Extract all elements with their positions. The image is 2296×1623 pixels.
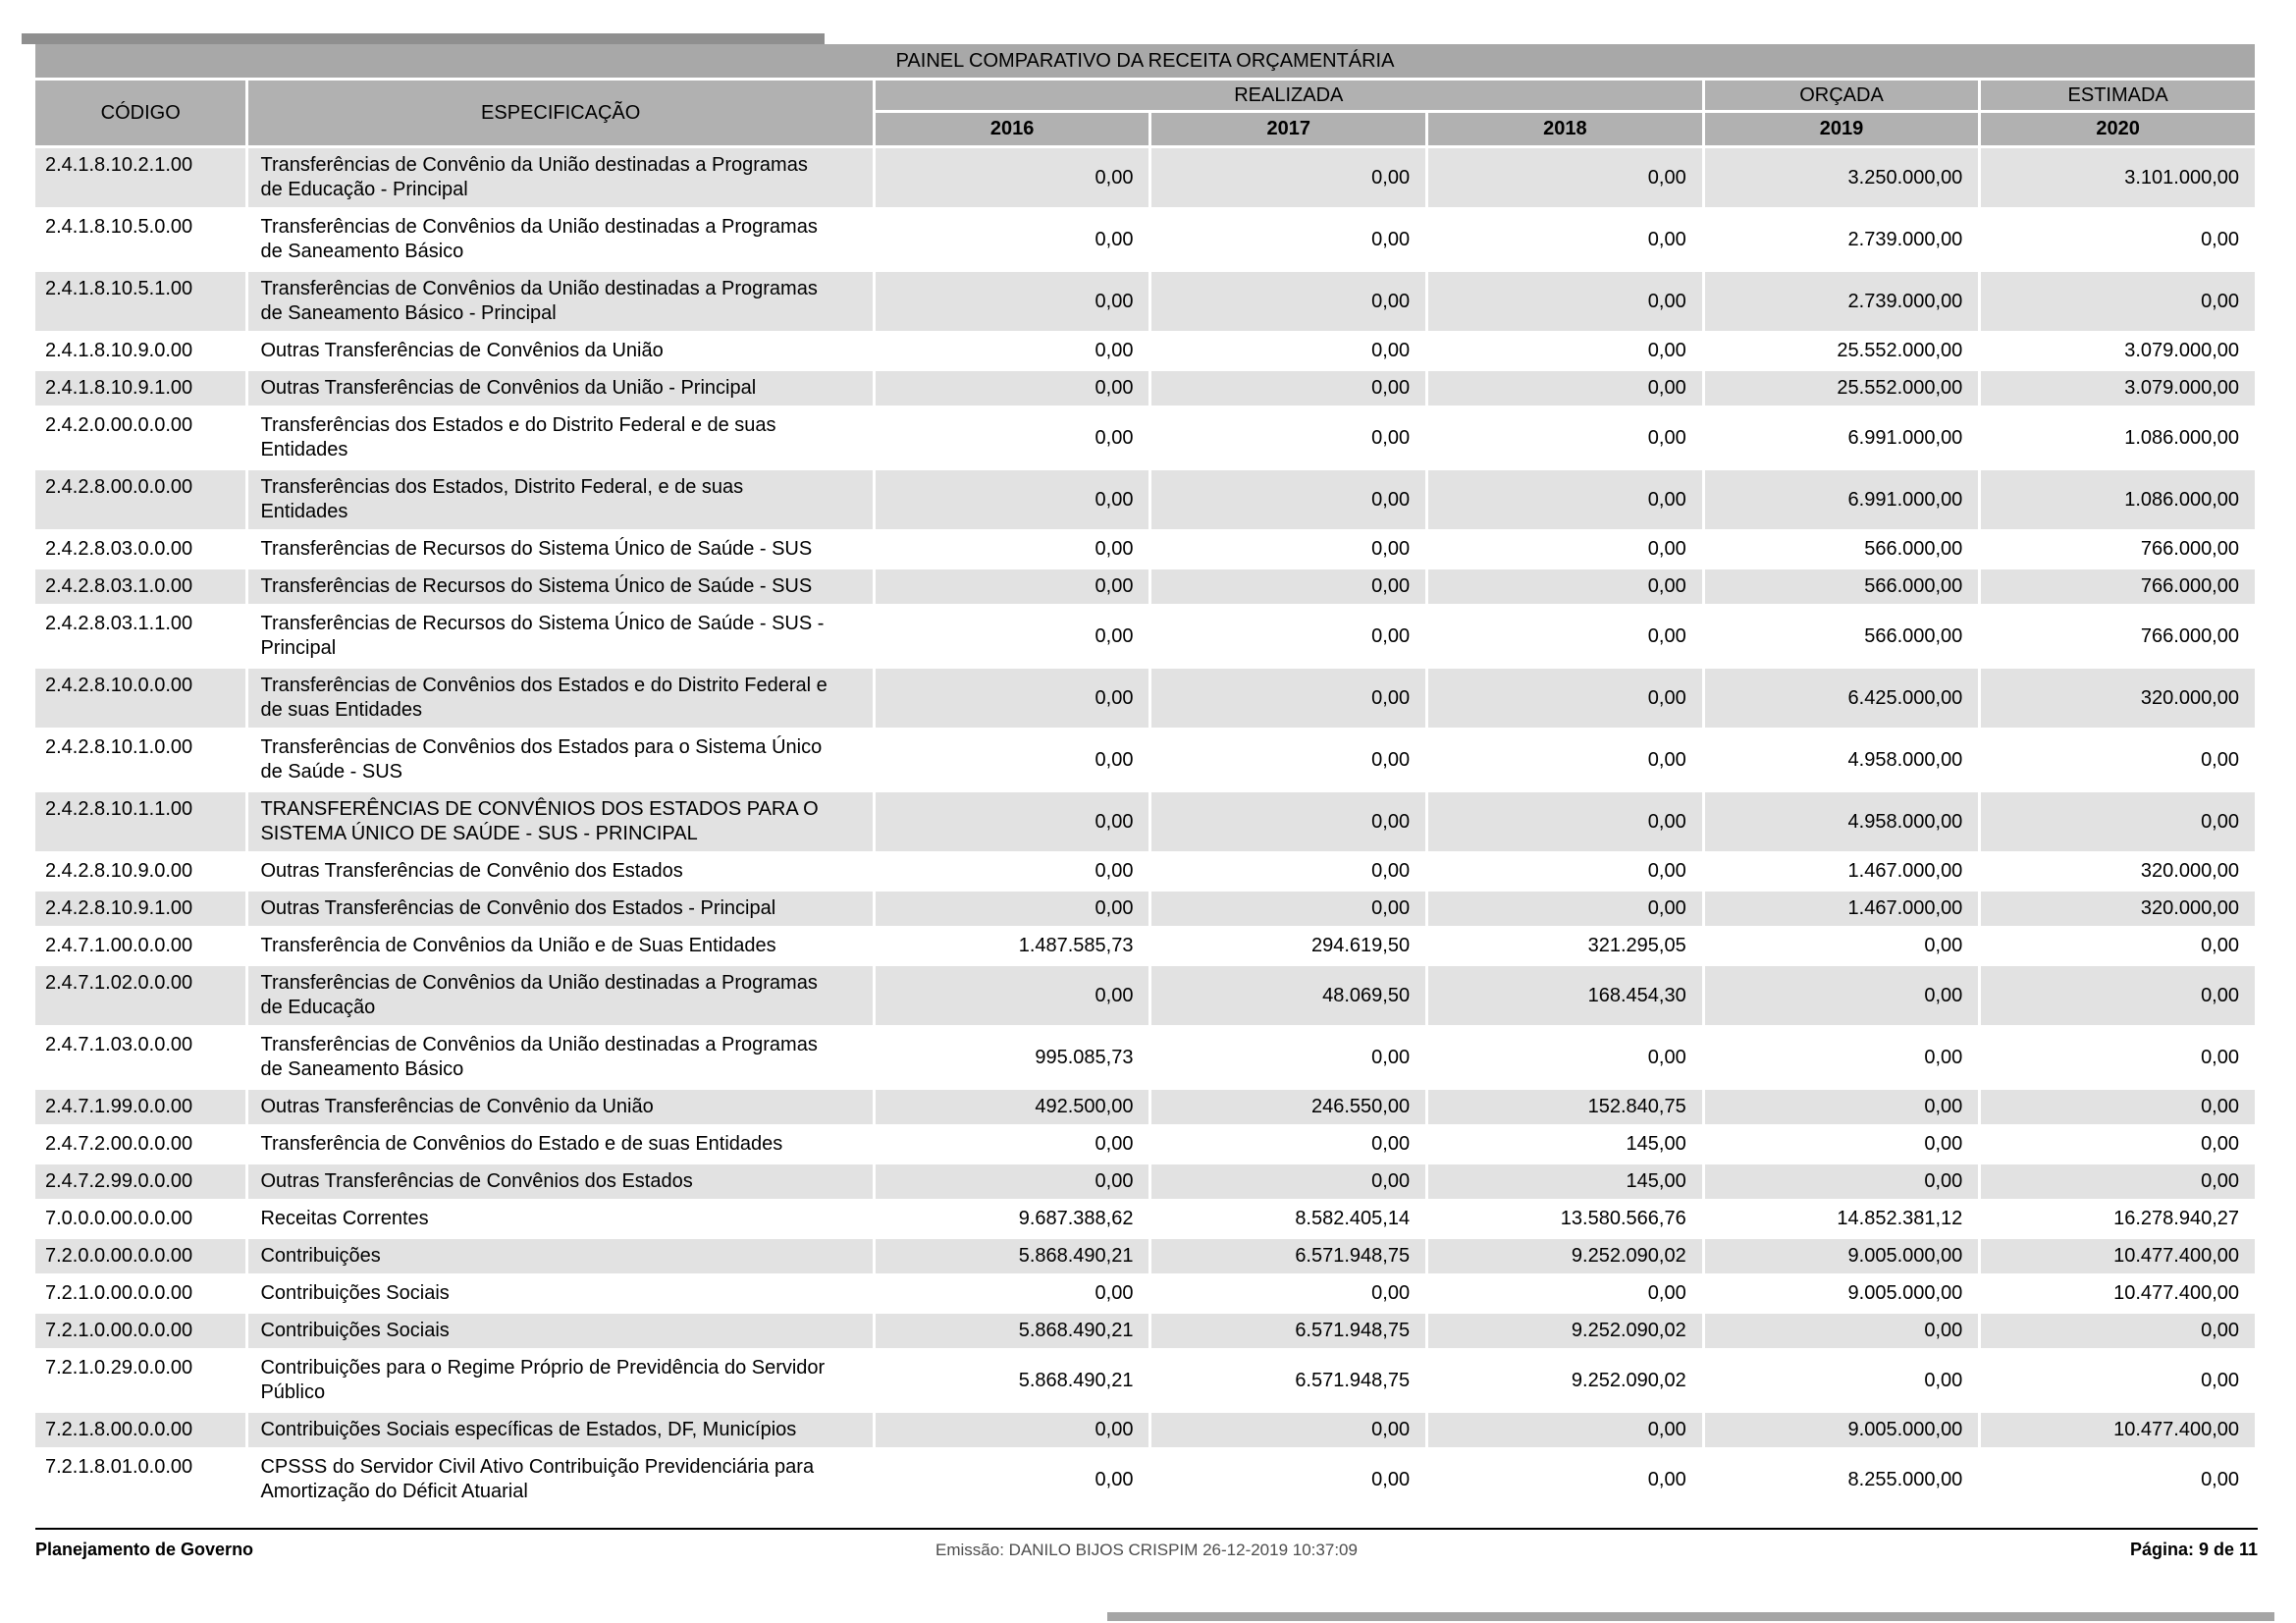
code-cell: 2.4.1.8.10.5.0.00	[35, 210, 245, 269]
code-cell: 2.4.7.2.99.0.0.00	[35, 1164, 245, 1199]
code-cell: 2.4.7.1.03.0.0.00	[35, 1028, 245, 1087]
table-row	[35, 1351, 2255, 1410]
value-cell-2016: 0,00	[876, 607, 1149, 666]
code-cell: 7.2.0.0.00.0.0.00	[35, 1239, 245, 1273]
table-row	[35, 607, 2255, 666]
value-cell-2020: 1.086.000,00	[1981, 408, 2255, 467]
column-header-year-2018: 2018	[1428, 113, 1702, 145]
value-cell-2016: 0,00	[876, 1413, 1149, 1447]
code-cell: 2.4.2.8.03.1.0.00	[35, 569, 245, 604]
value-cell-2016: 0,00	[876, 1127, 1149, 1162]
code-cell: 7.2.1.0.00.0.0.00	[35, 1276, 245, 1311]
value-cell-2017: 0,00	[1151, 569, 1425, 604]
specification-cell: Receitas Correntes	[248, 1202, 872, 1236]
table-row	[35, 569, 2255, 604]
code-cell: 2.4.2.8.03.1.1.00	[35, 607, 245, 666]
value-cell-2020: 3.079.000,00	[1981, 371, 2255, 406]
code-cell: 2.4.7.2.00.0.0.00	[35, 1127, 245, 1162]
value-cell-2017: 0,00	[1151, 272, 1425, 331]
value-cell-2017: 0,00	[1151, 408, 1425, 467]
footer-emission-info: Emissão: DANILO BIJOS CRISPIM 26-12-2019 10:37:09	[935, 1541, 1358, 1559]
table-row	[35, 854, 2255, 889]
value-cell-2019: 0,00	[1705, 1314, 1979, 1348]
value-cell-2017: 6.571.948,75	[1151, 1314, 1425, 1348]
value-cell-2018: 0,00	[1428, 854, 1702, 889]
code-cell: 2.4.2.8.10.0.0.00	[35, 669, 245, 728]
value-cell-2019: 9.005.000,00	[1705, 1276, 1979, 1311]
value-cell-2020: 766.000,00	[1981, 569, 2255, 604]
specification-cell: Outras Transferências de Convênio da União	[248, 1090, 872, 1124]
value-cell-2019: 0,00	[1705, 1351, 1979, 1410]
value-cell-2019: 566.000,00	[1705, 532, 1979, 567]
value-cell-2019: 0,00	[1705, 1127, 1979, 1162]
table-row	[35, 1090, 2255, 1124]
value-cell-2020: 0,00	[1981, 210, 2255, 269]
value-cell-2018: 13.580.566,76	[1428, 1202, 1702, 1236]
column-header-year-2016: 2016	[876, 113, 1149, 145]
code-cell: 2.4.1.8.10.2.1.00	[35, 148, 245, 207]
table-row	[35, 1450, 2255, 1509]
value-cell-2017: 0,00	[1151, 148, 1425, 207]
value-cell-2017: 0,00	[1151, 210, 1425, 269]
specification-cell: CPSSS do Servidor Civil Ativo Contribuição Previdenciária para Amortização do Déficit Atuarial	[248, 1450, 872, 1509]
value-cell-2020: 320.000,00	[1981, 854, 2255, 889]
value-cell-2017: 0,00	[1151, 1028, 1425, 1087]
table-row	[35, 892, 2255, 926]
specification-cell: Transferências de Convênios dos Estados e do Distrito Federal e de suas Entidades	[248, 669, 872, 728]
value-cell-2020: 0,00	[1981, 1028, 2255, 1087]
value-cell-2018: 0,00	[1428, 607, 1702, 666]
page-footer	[35, 1528, 2258, 1560]
value-cell-2017: 0,00	[1151, 532, 1425, 567]
value-cell-2019: 25.552.000,00	[1705, 371, 1979, 406]
specification-cell: Transferências de Convênios da União destinadas a Programas de Saneamento Básico	[248, 210, 872, 269]
specification-cell: Transferência de Convênios do Estado e de suas Entidades	[248, 1127, 872, 1162]
value-cell-2020: 0,00	[1981, 929, 2255, 963]
code-cell: 2.4.1.8.10.9.0.00	[35, 334, 245, 368]
value-cell-2018: 0,00	[1428, 148, 1702, 207]
value-cell-2020: 0,00	[1981, 966, 2255, 1025]
value-cell-2019: 0,00	[1705, 1028, 1979, 1087]
value-cell-2018: 0,00	[1428, 408, 1702, 467]
value-cell-2016: 0,00	[876, 532, 1149, 567]
table-row	[35, 1127, 2255, 1162]
specification-cell: TRANSFERÊNCIAS DE CONVÊNIOS DOS ESTADOS PARA O SISTEMA ÚNICO DE SAÚDE - SUS - PRINCIPAL	[248, 792, 872, 851]
value-cell-2018: 0,00	[1428, 730, 1702, 789]
column-header-codigo: CÓDIGO	[35, 81, 245, 145]
value-cell-2018: 0,00	[1428, 470, 1702, 529]
specification-cell: Transferência de Convênios da União e de Suas Entidades	[248, 929, 872, 963]
code-cell: 2.4.1.8.10.5.1.00	[35, 272, 245, 331]
specification-cell: Transferências de Recursos do Sistema Único de Saúde - SUS - Principal	[248, 607, 872, 666]
value-cell-2018: 9.252.090,02	[1428, 1239, 1702, 1273]
value-cell-2018: 9.252.090,02	[1428, 1351, 1702, 1410]
value-cell-2018: 152.840,75	[1428, 1090, 1702, 1124]
code-cell: 2.4.2.8.03.0.0.00	[35, 532, 245, 567]
value-cell-2020: 0,00	[1981, 1314, 2255, 1348]
value-cell-2016: 0,00	[876, 966, 1149, 1025]
code-cell: 2.4.7.1.00.0.0.00	[35, 929, 245, 963]
value-cell-2017: 294.619,50	[1151, 929, 1425, 963]
report-title: PAINEL COMPARATIVO DA RECEITA ORÇAMENTÁRIA	[35, 44, 2255, 78]
value-cell-2019: 1.467.000,00	[1705, 854, 1979, 889]
value-cell-2016: 0,00	[876, 470, 1149, 529]
value-cell-2019: 9.005.000,00	[1705, 1413, 1979, 1447]
value-cell-2018: 321.295,05	[1428, 929, 1702, 963]
specification-cell: Outras Transferências de Convênio dos Estados	[248, 854, 872, 889]
code-cell: 2.4.2.8.10.1.0.00	[35, 730, 245, 789]
code-cell: 2.4.2.8.10.9.0.00	[35, 854, 245, 889]
code-cell: 2.4.7.1.99.0.0.00	[35, 1090, 245, 1124]
specification-cell: Transferências de Recursos do Sistema Único de Saúde - SUS	[248, 532, 872, 567]
value-cell-2018: 0,00	[1428, 1276, 1702, 1311]
table-row	[35, 1314, 2255, 1348]
value-cell-2018: 0,00	[1428, 272, 1702, 331]
value-cell-2019: 0,00	[1705, 929, 1979, 963]
value-cell-2016: 0,00	[876, 334, 1149, 368]
value-cell-2019: 6.991.000,00	[1705, 408, 1979, 467]
code-cell: 7.0.0.0.00.0.0.00	[35, 1202, 245, 1236]
value-cell-2016: 0,00	[876, 792, 1149, 851]
column-group-estimada: ESTIMADA	[1981, 81, 2255, 110]
specification-cell: Outras Transferências de Convênios da União - Principal	[248, 371, 872, 406]
value-cell-2016: 0,00	[876, 1276, 1149, 1311]
value-cell-2019: 0,00	[1705, 1164, 1979, 1199]
value-cell-2019: 1.467.000,00	[1705, 892, 1979, 926]
value-cell-2017: 0,00	[1151, 607, 1425, 666]
value-cell-2019: 4.958.000,00	[1705, 792, 1979, 851]
value-cell-2019: 566.000,00	[1705, 569, 1979, 604]
value-cell-2016: 5.868.490,21	[876, 1351, 1149, 1410]
value-cell-2016: 9.687.388,62	[876, 1202, 1149, 1236]
column-header-year-2017: 2017	[1151, 113, 1425, 145]
value-cell-2018: 9.252.090,02	[1428, 1314, 1702, 1348]
code-cell: 2.4.2.0.00.0.0.00	[35, 408, 245, 467]
value-cell-2018: 168.454,30	[1428, 966, 1702, 1025]
value-cell-2020: 3.079.000,00	[1981, 334, 2255, 368]
value-cell-2019: 25.552.000,00	[1705, 334, 1979, 368]
table-row	[35, 272, 2255, 331]
value-cell-2020: 10.477.400,00	[1981, 1239, 2255, 1273]
table-row	[35, 730, 2255, 789]
value-cell-2017: 0,00	[1151, 334, 1425, 368]
code-cell: 2.4.2.8.10.9.1.00	[35, 892, 245, 926]
value-cell-2020: 320.000,00	[1981, 669, 2255, 728]
value-cell-2018: 0,00	[1428, 892, 1702, 926]
value-cell-2019: 2.739.000,00	[1705, 272, 1979, 331]
value-cell-2018: 0,00	[1428, 532, 1702, 567]
specification-cell: Outras Transferências de Convênios da União	[248, 334, 872, 368]
table-row	[35, 669, 2255, 728]
code-cell: 7.2.1.8.01.0.0.00	[35, 1450, 245, 1509]
code-cell: 7.2.1.8.00.0.0.00	[35, 1413, 245, 1447]
value-cell-2017: 0,00	[1151, 792, 1425, 851]
specification-cell: Transferências de Convênios da União destinadas a Programas de Saneamento Básico - Principal	[248, 272, 872, 331]
table-row	[35, 371, 2255, 406]
specification-cell: Transferências de Convênios da União destinadas a Programas de Educação	[248, 966, 872, 1025]
table-row	[35, 532, 2255, 567]
value-cell-2019: 566.000,00	[1705, 607, 1979, 666]
value-cell-2020: 0,00	[1981, 730, 2255, 789]
value-cell-2019: 0,00	[1705, 966, 1979, 1025]
value-cell-2016: 995.085,73	[876, 1028, 1149, 1087]
column-header-year-2020: 2020	[1981, 113, 2255, 145]
column-header-year-2019: 2019	[1705, 113, 1979, 145]
value-cell-2019: 6.425.000,00	[1705, 669, 1979, 728]
value-cell-2019: 4.958.000,00	[1705, 730, 1979, 789]
specification-cell: Outras Transferências de Convênio dos Estados - Principal	[248, 892, 872, 926]
value-cell-2016: 0,00	[876, 371, 1149, 406]
value-cell-2016: 0,00	[876, 1164, 1149, 1199]
table-row	[35, 148, 2255, 207]
value-cell-2017: 0,00	[1151, 371, 1425, 406]
value-cell-2019: 0,00	[1705, 1090, 1979, 1124]
value-cell-2016: 0,00	[876, 892, 1149, 926]
value-cell-2019: 3.250.000,00	[1705, 148, 1979, 207]
value-cell-2017: 0,00	[1151, 470, 1425, 529]
value-cell-2018: 0,00	[1428, 569, 1702, 604]
value-cell-2017: 0,00	[1151, 730, 1425, 789]
table-row	[35, 1028, 2255, 1087]
value-cell-2016: 492.500,00	[876, 1090, 1149, 1124]
value-cell-2020: 10.477.400,00	[1981, 1413, 2255, 1447]
value-cell-2020: 0,00	[1981, 1351, 2255, 1410]
value-cell-2018: 0,00	[1428, 1450, 1702, 1509]
value-cell-2016: 0,00	[876, 272, 1149, 331]
value-cell-2020: 0,00	[1981, 1127, 2255, 1162]
value-cell-2016: 1.487.585,73	[876, 929, 1149, 963]
value-cell-2018: 0,00	[1428, 792, 1702, 851]
column-header-especificacao: ESPECIFICAÇÃO	[248, 81, 872, 145]
specification-cell: Transferências dos Estados, Distrito Federal, e de suas Entidades	[248, 470, 872, 529]
table-row	[35, 792, 2255, 851]
value-cell-2018: 0,00	[1428, 334, 1702, 368]
specification-cell: Contribuições Sociais	[248, 1276, 872, 1311]
table-body	[35, 148, 2255, 1509]
specification-cell: Transferências de Convênios da União destinadas a Programas de Saneamento Básico	[248, 1028, 872, 1087]
value-cell-2017: 0,00	[1151, 1164, 1425, 1199]
table-row	[35, 929, 2255, 963]
value-cell-2017: 0,00	[1151, 1276, 1425, 1311]
table-row	[35, 210, 2255, 269]
table-row	[35, 1276, 2255, 1311]
table-row	[35, 966, 2255, 1025]
table-row	[35, 408, 2255, 467]
specification-cell: Transferências de Convênio da União destinadas a Programas de Educação - Principal	[248, 148, 872, 207]
value-cell-2020: 766.000,00	[1981, 532, 2255, 567]
table-row	[35, 1239, 2255, 1273]
table-row	[35, 470, 2255, 529]
value-cell-2017: 246.550,00	[1151, 1090, 1425, 1124]
code-cell: 2.4.2.8.00.0.0.00	[35, 470, 245, 529]
value-cell-2017: 0,00	[1151, 892, 1425, 926]
code-cell: 2.4.1.8.10.9.1.00	[35, 371, 245, 406]
value-cell-2017: 48.069,50	[1151, 966, 1425, 1025]
value-cell-2016: 0,00	[876, 210, 1149, 269]
value-cell-2017: 6.571.948,75	[1151, 1351, 1425, 1410]
value-cell-2018: 145,00	[1428, 1164, 1702, 1199]
code-cell: 7.2.1.0.00.0.0.00	[35, 1314, 245, 1348]
value-cell-2020: 0,00	[1981, 1090, 2255, 1124]
column-group-realizada: REALIZADA	[876, 81, 1702, 110]
specification-cell: Transferências de Convênios dos Estados para o Sistema Único de Saúde - SUS	[248, 730, 872, 789]
value-cell-2018: 0,00	[1428, 210, 1702, 269]
comparative-revenue-table	[32, 41, 2258, 1512]
value-cell-2017: 0,00	[1151, 1450, 1425, 1509]
value-cell-2017: 8.582.405,14	[1151, 1202, 1425, 1236]
specification-cell: Transferências dos Estados e do Distrito Federal e de suas Entidades	[248, 408, 872, 467]
value-cell-2020: 1.086.000,00	[1981, 470, 2255, 529]
value-cell-2020: 16.278.940,27	[1981, 1202, 2255, 1236]
value-cell-2020: 0,00	[1981, 1164, 2255, 1199]
value-cell-2016: 0,00	[876, 854, 1149, 889]
value-cell-2018: 0,00	[1428, 669, 1702, 728]
specification-cell: Transferências de Recursos do Sistema Único de Saúde - SUS	[248, 569, 872, 604]
value-cell-2020: 0,00	[1981, 1450, 2255, 1509]
value-cell-2017: 0,00	[1151, 669, 1425, 728]
code-cell: 2.4.2.8.10.1.1.00	[35, 792, 245, 851]
table-row	[35, 1164, 2255, 1199]
code-cell: 7.2.1.0.29.0.0.00	[35, 1351, 245, 1410]
specification-cell: Contribuições	[248, 1239, 872, 1273]
value-cell-2018: 0,00	[1428, 1413, 1702, 1447]
value-cell-2016: 5.868.490,21	[876, 1314, 1149, 1348]
value-cell-2016: 0,00	[876, 569, 1149, 604]
value-cell-2019: 9.005.000,00	[1705, 1239, 1979, 1273]
report-table-container	[32, 41, 2258, 1512]
value-cell-2017: 0,00	[1151, 1127, 1425, 1162]
value-cell-2019: 2.739.000,00	[1705, 210, 1979, 269]
value-cell-2017: 6.571.948,75	[1151, 1239, 1425, 1273]
table-row	[35, 1413, 2255, 1447]
value-cell-2020: 320.000,00	[1981, 892, 2255, 926]
value-cell-2016: 5.868.490,21	[876, 1239, 1149, 1273]
code-cell: 2.4.7.1.02.0.0.00	[35, 966, 245, 1025]
value-cell-2020: 3.101.000,00	[1981, 148, 2255, 207]
table-row	[35, 1202, 2255, 1236]
footer-page-number: Página: 9 de 11	[2129, 1540, 2258, 1559]
footer-module-label: Planejamento de Governo	[35, 1540, 254, 1559]
value-cell-2017: 0,00	[1151, 854, 1425, 889]
value-cell-2019: 6.991.000,00	[1705, 470, 1979, 529]
value-cell-2016: 0,00	[876, 148, 1149, 207]
value-cell-2018: 0,00	[1428, 1028, 1702, 1087]
specification-cell: Contribuições Sociais específicas de Estados, DF, Municípios	[248, 1413, 872, 1447]
value-cell-2019: 14.852.381,12	[1705, 1202, 1979, 1236]
value-cell-2020: 0,00	[1981, 792, 2255, 851]
value-cell-2020: 10.477.400,00	[1981, 1276, 2255, 1311]
value-cell-2016: 0,00	[876, 1450, 1149, 1509]
table-row	[35, 334, 2255, 368]
value-cell-2016: 0,00	[876, 408, 1149, 467]
value-cell-2016: 0,00	[876, 669, 1149, 728]
value-cell-2019: 8.255.000,00	[1705, 1450, 1979, 1509]
specification-cell: Contribuições Sociais	[248, 1314, 872, 1348]
value-cell-2017: 0,00	[1151, 1413, 1425, 1447]
column-group-orcada: ORÇADA	[1705, 81, 1979, 110]
value-cell-2018: 145,00	[1428, 1127, 1702, 1162]
value-cell-2018: 0,00	[1428, 371, 1702, 406]
page-edge-artifact-bottom	[1107, 1612, 2274, 1621]
specification-cell: Contribuições para o Regime Próprio de Previdência do Servidor Público	[248, 1351, 872, 1410]
value-cell-2020: 0,00	[1981, 272, 2255, 331]
value-cell-2020: 766.000,00	[1981, 607, 2255, 666]
value-cell-2016: 0,00	[876, 730, 1149, 789]
specification-cell: Outras Transferências de Convênios dos Estados	[248, 1164, 872, 1199]
